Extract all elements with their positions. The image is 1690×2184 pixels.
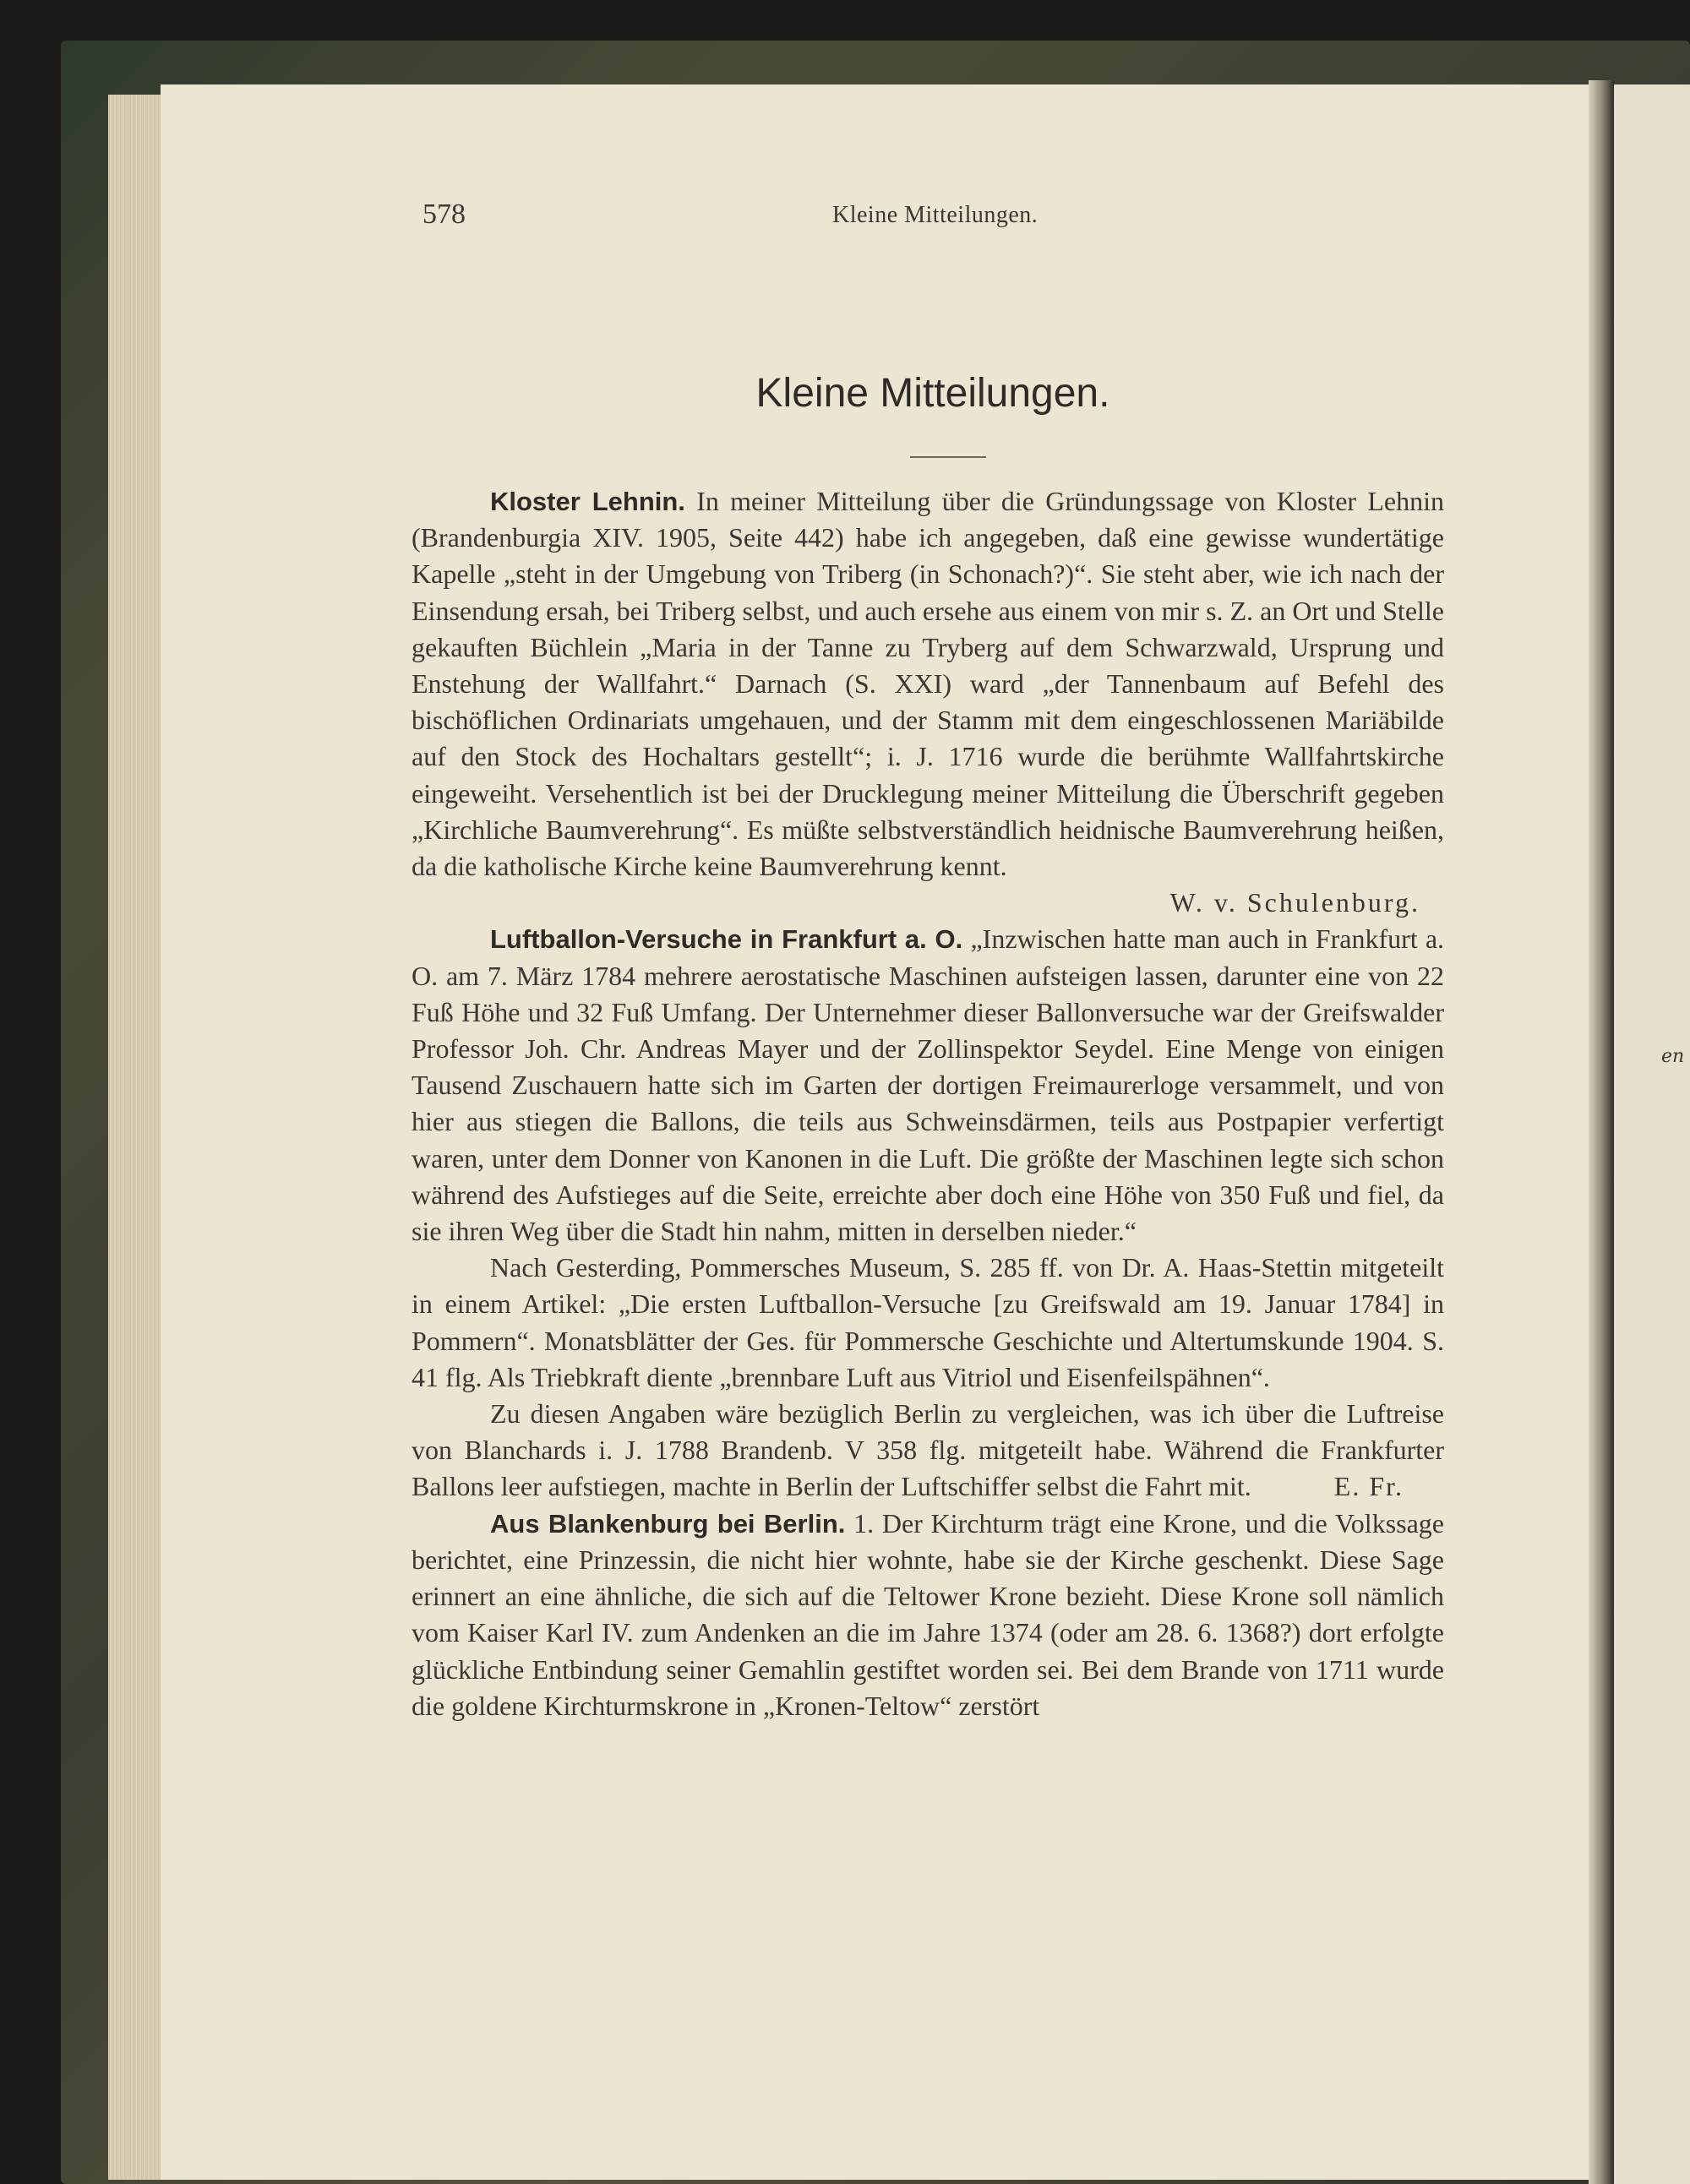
running-title: Kleine Mitteilungen. [832,202,1039,228]
section-paragraph [412,921,1444,1250]
margin-note: en [1661,1046,1685,1067]
section-heading: Aus Blankenburg bei Berlin. [490,1508,846,1539]
section-body: Zu diesen Angaben wäre bezüglich Berlin zu vergleichen, was ich über die Luftreise von Blanchards i. J. 1788 Brandenb. V 358 flg. mitgeteilt habe. Während die Frankfurter Ballons leer aufstiegen, machte in Berlin der Luftschiffer selbst die Fahrt mit. [412,1398,1444,1502]
section-body: „Inzwischen hatte man auch in Frankfurt a. O. am 7. März 1784 mehrere aerostatische Maschinen aufsteigen lassen, darunter eine von 22 Fuß Höhe und 32 Fuß Umfang. Der Unternehmer dieser Ballonversuche war der Greifswalder Professor Joh. Chr. Andreas Mayer und der Zollinspektor Seydel. Eine Menge von einigen Tausend Zuschauern hatte sich im Garten der dortigen Freimaurerloge versammelt, und von hier aus stiegen die Ballons, die teils aus Schweinsdärmen, teils aus Postpapier verfertigt waren, unter dem Donner von Kanonen in die Luft. Die größte der Maschinen legte sich schon während des Aufstieges auf die Seite, erreichte aber doch eine Höhe von 350 Fuß und fiel, da sie ihren Weg über die Stadt hin nahm, mitten in derselben nieder.“ [412,923,1445,1247]
title-divider [910,456,986,458]
section-body: 1. Der Kirchturm trägt eine Krone, und die Volkssage berichtet, eine Prinzessin, die nicht hier wohnte, habe sie der Kirche geschenkt. Diese Sage erinnert an eine ähnliche, die sich auf die Teltower Krone bezieht. Diese Krone soll nämlich vom Kaiser Karl IV. zum Andenken an die im Jahre 1374 (oder am 28. 6. 1368?) dort erfolgte glückliche Entbindung seiner Gemahlin gestiftet worden sei. Bei dem Brande von 1711 wurde die goldene Kirchturmskrone in „Kronen-Teltow“ zerstört [412,1507,1444,1721]
section-paragraph [412,483,1444,921]
author-signature: W. v. Schulenburg. [1169,887,1420,918]
page-edges [108,95,161,2180]
section-heading: Kloster Lehnin. [490,487,685,516]
section-heading: Luftballon-Versuche in Frankfurt a. O. [490,924,963,955]
book-gutter [1589,80,1614,2184]
author-signature: E. Fr. [1333,1471,1404,1502]
page-number: 578 [422,199,466,230]
section-paragraph [412,1396,1444,1506]
section-body: Nach Gesterding, Pommersches Museum, S. 285 ff. von Dr. A. Haas-Stettin mitgeteilt in einem Artikel: „Die ersten Luftballon-Versuche [zu Greifswald am 19. Januar 1784] in Pommern“. Monatsblätter der Ges. für Pommersche Geschichte und Altertumskunde 1904. S. 41 flg. Als Triebkraft diente „brennbare Luft aus Vitriol und Eisenfeilspähnen“. [412,1252,1444,1392]
section-paragraph [412,1506,1444,1724]
section-paragraph [412,1250,1444,1396]
article-text [412,483,1444,1724]
page-title: Kleine Mitteilungen. [755,371,1110,416]
section-body: In meiner Mitteilung über die Gründungssage von Kloster Lehnin (Brandenburgia XIV. 1905, Seite 442) habe ich angegeben, daß eine gewisse wundertätige Kapelle „steht in der Umgebung von Triberg (in Schonach?)“. Sie steht aber, wie ich nach der Einsendung ersah, bei Triberg selbst, und auch ersehe aus einem von mir s. Z. an Ort und Stelle gekauften Büchlein „Maria in der Tanne zu Tryberg auf dem Schwarzwald, Ursprung und Enstehung der Wallfahrt.“ Darnach (S. XXI) ward „der Tannenbaum auf Befehl des bischöflichen Ordinariats umgehauen, und der Stamm mit dem eingeschlossenen Mariäbilde auf den Stock des Hochaltars gestellt“; i. J. 1716 wurde die berühmte Wallfahrtskirche eingeweiht. Versehentlich ist bei der Drucklegung meiner Mitteilung die Überschrift gegeben „Kirchliche Baumverehrung“. Es müßte selbstverständlich heidnische Baumverehrung heißen, da die katholische Kirche keine Baumverehrung kennt. [412,486,1445,882]
running-head [422,199,1436,232]
facing-page [1614,84,1690,2184]
